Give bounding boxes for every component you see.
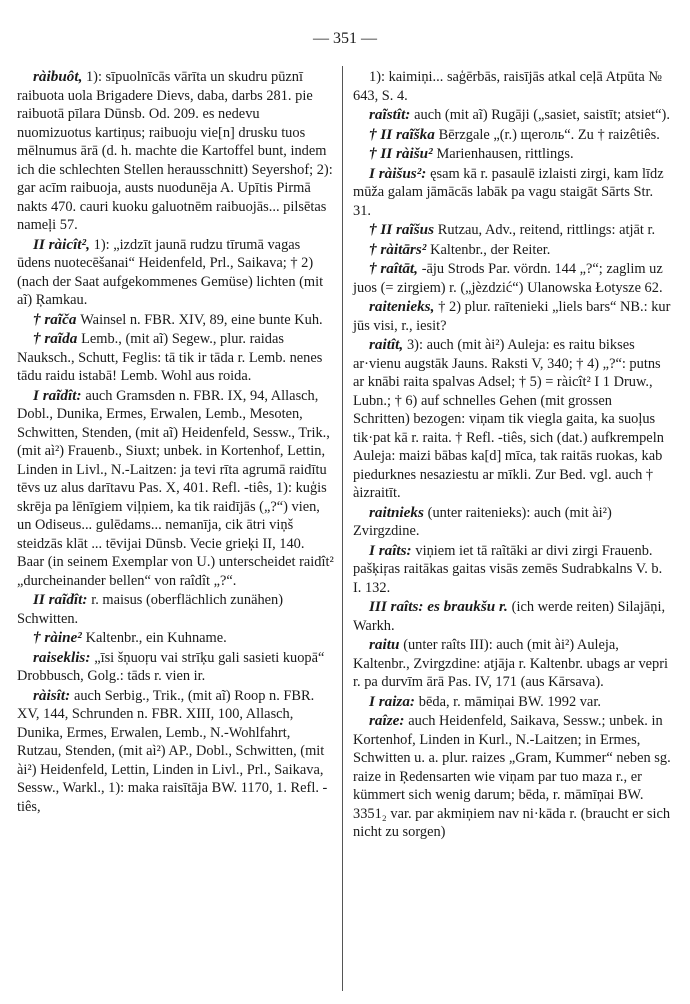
- entry-body: auch Serbig., Trik., (mit aĩ) Roop n. FBR. XV, 144, Schrunden n. FBR. XIII, 100, Allasch, Dunika, Ermes, Erwalen, Lemb., N.-Wohlfahrt, Rutzau, Stenden, (mit aì²) AP., Dobl., Schwitten, (mit ài²) Heidenfeld, Lettin, Linden in Livl., Prl., Saikava, Sessw., Warkl., 1): maka raisītāja BW. 1170, 1. Refl. -tiês,: [17, 687, 328, 815]
- entry-body: auch (mit aĩ) Rugāji („sasiet, saistīt; atsiet“).: [414, 107, 670, 123]
- dictionary-entry: [17, 629, 335, 648]
- entry-body: Kaltenbr., ein Kuhname.: [85, 630, 227, 646]
- dictionary-entry: [353, 636, 671, 692]
- entry-body: (unter raîts III): auch (mit ài²) Auleja, Kaltenbr., Zvirgzdine: atjāja r. Kaltenbr. ubags ar vepri r. pa durvīm ārā Pas. IV, 171 (aus Kārsava).: [353, 637, 669, 690]
- entry-headword: † II raĩška: [369, 125, 439, 143]
- dictionary-entry: [17, 687, 335, 817]
- entry-headword: † II ràišu²: [369, 145, 437, 162]
- dictionary-entry: [353, 712, 671, 842]
- dictionary-entry: [353, 241, 671, 260]
- dictionary-entry: [353, 221, 671, 240]
- dictionary-entry: [17, 311, 335, 330]
- dictionary-entry: [353, 260, 671, 297]
- entry-body: viņiem iet tā raĩtāki ar divi zirgi Frauenb. pašķiŗas raitākas gaitas visās zemēs Sudrabkalns V. b. I. 132.: [353, 542, 663, 596]
- page-number: — 351 —: [313, 30, 377, 47]
- entry-body: -āju Strods Par. vördn. 144 „?“; zaglim uz juos (= zirgiem) r. („jèzdzić“) Ulanowska Łotysze 62.: [353, 261, 663, 296]
- right-column: [353, 68, 671, 843]
- entry-body: r. maisus (oberflächlich zunähen) Schwitten.: [17, 592, 284, 627]
- dictionary-entry: [17, 387, 335, 591]
- entry-body: Kaltenbr., der Reiter.: [430, 241, 551, 258]
- entry-headword: I raiza:: [369, 692, 419, 710]
- dictionary-entry: [353, 298, 671, 335]
- entry-body: 3): auch (mit ài²) Auleja: es raitu bikses ar·vienu augstāk Jauns. Raksti V, 340; † 4) „?“: putns ar knābi raita spalvas Adsel; † 5) = ràicît² I 1 Druw., Lubn.; † 6) auf schnelles Gehen (mit grossen Schritten) bezogen: viņam tik viegla gaita, ka suoļus tik·pat kā r. raita. † Refl. -tiês, sich (dat.) aufkrempeln Auleja: maizi bābas ka[d] mīca, tak raitās ruokas, kab piedurknes nesaziestu ar mīkli. Zur Bed. vgl. auch † àizraitīt.: [353, 337, 664, 501]
- dictionary-entry: [353, 693, 671, 712]
- entry-headword: I ràišus²:: [369, 164, 431, 182]
- entry-body: ęsam kā r. pasaulē izlaisti zirgi, kam līdz mūža galam jāmācās labāk pa vagu staigāt Sārts Str. 31.: [353, 165, 664, 219]
- entry-headword: II raĩdît:: [33, 591, 92, 608]
- entry-body: auch Heidenfeld, Saikava, Sessw.; unbek. in Kortenhof, Linden in Kurl., N.-Laitzen; in Ermes, Schwitten u. a. plur. raizes „Gram, Kummer“ neben sg. raize in Ŗedensarten wie viņam par tuo maza r., er kümmert sich wenig darum; bēda, r. māmīņai BW. 3351₂ var. par akmiņiem nav ni·kāda r. (braucht er sich nicht zu sorgen): [353, 713, 671, 840]
- entry-headword: ràibuôt,: [33, 68, 83, 85]
- entry-headword: raitît,: [369, 336, 407, 353]
- entry-headword: † ràitārs²: [369, 240, 431, 258]
- left-column: [17, 68, 335, 817]
- dictionary-entry: [353, 165, 671, 221]
- entry-body: (ich werde reiten) Silajāņi, Warkh.: [353, 599, 666, 634]
- entry-headword: I raĩdît:: [33, 386, 86, 404]
- entry-headword: † raĩča: [33, 310, 81, 328]
- entry-body: auch Gramsden n. FBR. IX, 94, Allasch, Dobl., Dunika, Ermes, Erwalen, Lemb., Mesoten, Schwitten, Stenden, (mit aĩ) Heidenfeld, Sessw., Trik., (mit aì²) Frauenb., Siuxt; unbek. in Kortenhof, Lettin, Linden in Livl., N.-Laitzen: ja tevi rīta agrumā raidītu tēvs uz alus darītavu Pas. X, 401. Refl. -tiês, 1): kuģis skrēja pa lēnīgiem viļņiem, ka tik raidījās („?“) vien, un Odiseus... gulēdams... nemanīja, cik ātri viņš steidzās klāt ... tēvijai Dūnsb. Vecie grieķi II, 140. Baar (in seinem Exemplar von U.) unterscheidet raidît² „durcheinander bellen“ von raîdît „?“.: [17, 387, 334, 589]
- dictionary-entry: [353, 106, 671, 125]
- dictionary-entry: [353, 145, 671, 164]
- dictionary-entry: [17, 68, 335, 235]
- entry-headword: raiseklis:: [33, 648, 95, 666]
- entry-body: Bērzgale „(r.) щеголь“. Zu † raizêtiês.: [438, 126, 660, 143]
- entry-headword: I raîts:: [369, 541, 416, 559]
- dictionary-entry: [17, 236, 335, 310]
- entry-headword: † raîtāt,: [369, 260, 422, 277]
- entry-headword: † II raĩšus: [369, 221, 438, 238]
- column-divider: [342, 66, 343, 991]
- entry-body: Marienhausen, rittlings.: [436, 146, 574, 162]
- dictionary-entry: [353, 68, 671, 105]
- entry-headword: raitu: [369, 636, 404, 653]
- entry-body: „īsi šņuoŗu vai strīķu gali sasieti kuopā“ Drobbusch, Golg.: tāds r. vien ir.: [17, 649, 325, 684]
- entry-body: (unter raitenieks): auch (mit ài²) Zvirgzdine.: [353, 504, 612, 539]
- dictionary-entry: [353, 504, 671, 541]
- entry-body: Lemb., (mit aĩ) Segew., plur. raidas Nauksch., Schutt, Feglis: tā tik ir tāda r. Lemb. nenes tādu raidu istabā! Lemb. Wohl aus roida.: [17, 331, 323, 384]
- entry-headword: † raĩda: [33, 330, 82, 347]
- entry-headword: raîze:: [369, 712, 409, 729]
- dictionary-entry: [17, 591, 335, 628]
- entry-headword: † ràine²: [33, 629, 86, 646]
- entry-headword: raĩstît:: [369, 106, 415, 123]
- entry-body: 1): sīpuolnīcās vārīta un skudru pūznī raibuota uola Brigadere Dievs, daba, darbs 281. pie raibuotā pīlara Dūnsb. Od. 209. es nedevu nuomizuotus kartiņus; raibuoju vie[n] drusku tuos mēlnumus ārā (d. h. machte die Kartoffel bunt, indem ich die schlechten Stellen herausschnitt) Seyershof; 2): gar acīm raibuoja, austs nuodunēja A. Upītis Pirmā nakts 470. cauri kuoku galuotnēm raibuojās... pilsētas nameļi 57.: [17, 69, 333, 233]
- entry-body: 1): kaimiņi... saģērbās, raisījās atkal ceļā Atpūta № 643, S. 4.: [353, 69, 663, 104]
- entry-headword: ràisît:: [33, 686, 74, 704]
- entry-body: Wainsel n. FBR. XIV, 89, eine bunte Kuh.: [80, 311, 323, 328]
- dictionary-entry: [353, 542, 671, 598]
- dictionary-entry: [353, 598, 671, 635]
- entry-headword: II ràicît²,: [33, 235, 94, 253]
- entry-headword: raitnieks: [369, 503, 428, 521]
- entry-body: † 2) plur. raītenieki „liels bars“ NB.: kur jūs visi, r., iesit?: [353, 299, 671, 334]
- entry-body: Rutzau, Adv., reitend, rittlings: atjāt r.: [437, 222, 656, 238]
- entry-headword: raitenieks,: [369, 298, 439, 315]
- dictionary-entry: [17, 649, 335, 686]
- entry-body: bēda, r. māmiņai BW. 1992 var.: [418, 693, 601, 710]
- dictionary-entry: [353, 336, 671, 503]
- dictionary-entry: [17, 330, 335, 386]
- entry-headword: III raîts: es braukšu r.: [369, 598, 512, 615]
- entry-body: 1): „izdzīt jaunā rudzu tīrumā vagas ūdens nuotecēšanai“ Heidenfeld, Prl., Saikava; † 2) (nach der Saat aufgekommenes Gemüse) lichten (mit aĩ) Ŗamkau.: [17, 236, 324, 308]
- dictionary-entry: [353, 126, 671, 145]
